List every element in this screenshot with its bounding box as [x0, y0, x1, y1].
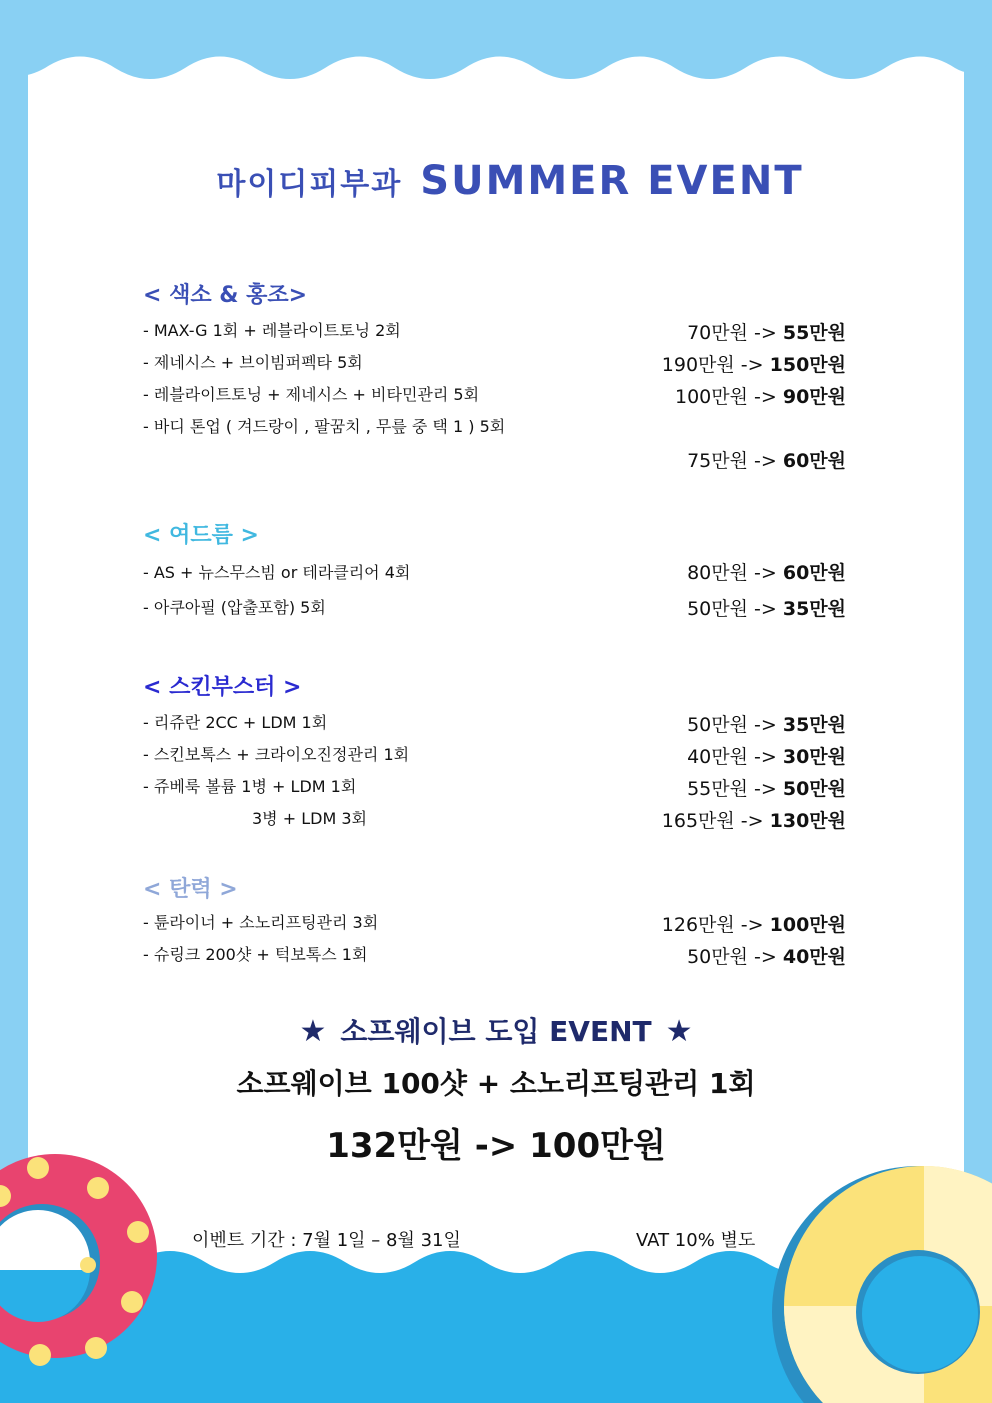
- sale-price: 130만원: [769, 810, 846, 832]
- sale-price: 55만원: [782, 322, 846, 344]
- price-row: [600, 382, 846, 409]
- section-heading-pigment: < 색소 & 홍조>: [143, 283, 308, 308]
- list-item: - 아쿠아필 (압출포함) 5회: [143, 598, 326, 617]
- vat-note: VAT 10% 별도: [636, 1230, 756, 1251]
- section-heading-elasticity: < 탄력 >: [143, 877, 238, 902]
- sale-price: 40만원: [782, 946, 846, 968]
- sale-price: 50만원: [782, 778, 846, 800]
- yellow-float-icon: [772, 1166, 992, 1403]
- price-row: [600, 594, 846, 621]
- star-icon: ★: [665, 1014, 693, 1049]
- sale-price: 30만원: [782, 746, 846, 768]
- top-wave: [0, 0, 992, 79]
- price-row: [600, 318, 846, 345]
- list-item: - 제네시스 + 브이빔퍼펙타 5회: [143, 353, 363, 372]
- title-korean: 마이디피부과: [216, 167, 403, 202]
- price-row: [600, 710, 846, 737]
- section-heading-skinbooster: < 스킨부스터 >: [143, 675, 302, 700]
- original-price: 55만원 ->: [687, 778, 783, 800]
- list-item: - MAX-G 1회 + 레블라이트토닝 2회: [143, 321, 401, 340]
- sale-price: 35만원: [782, 598, 846, 620]
- original-price: 80만원 ->: [687, 562, 783, 584]
- original-price: 50만원 ->: [687, 946, 783, 968]
- original-price: 40만원 ->: [687, 746, 783, 768]
- price-row: [600, 350, 846, 377]
- event-price: 132만원 -> 100만원: [326, 1126, 666, 1166]
- sale-price: 90만원: [782, 386, 846, 408]
- event-offer: 소프웨이브 100샷 + 소노리프팅관리 1회: [236, 1067, 756, 1100]
- event-period: 이벤트 기간 : 7월 1일 – 8월 31일: [192, 1230, 461, 1251]
- list-item: - AS + 뉴스무스빔 or 테라클리어 4회: [143, 563, 411, 582]
- original-price: 50만원 ->: [687, 598, 783, 620]
- event-heading-text: 소프웨이브 도입 EVENT: [340, 1015, 652, 1048]
- sale-price: 100만원: [769, 914, 846, 936]
- price-row: [600, 558, 846, 585]
- list-item: - 슈링크 200샷 + 턱보톡스 1회: [143, 945, 368, 964]
- price-row: [600, 742, 846, 769]
- sale-price: 60만원: [782, 562, 846, 584]
- price-row: [600, 806, 846, 833]
- list-item: - 리쥬란 2CC + LDM 1회: [143, 713, 328, 732]
- list-item: - 레블라이트토닝 + 제네시스 + 비타민관리 5회: [143, 385, 480, 404]
- price-row: [600, 446, 846, 473]
- sale-price: 60만원: [782, 450, 846, 472]
- list-item: 3병 + LDM 3회: [252, 809, 367, 828]
- page-title: [0, 158, 992, 204]
- list-item: - 스킨보톡스 + 크라이오진정관리 1회: [143, 745, 410, 764]
- price-row: [600, 774, 846, 801]
- original-price: 190만원 ->: [661, 354, 770, 376]
- price-row: [600, 910, 846, 937]
- section-heading-acne: < 여드름 >: [143, 523, 259, 548]
- sale-price: 35만원: [782, 714, 846, 736]
- sale-price: 150만원: [769, 354, 846, 376]
- star-icon: ★: [299, 1014, 327, 1049]
- original-price: 50만원 ->: [687, 714, 783, 736]
- list-item: - 튠라이너 + 소노리프팅관리 3회: [143, 913, 379, 932]
- event-heading: [0, 1010, 992, 1050]
- list-item: - 쥬베룩 볼륨 1병 + LDM 1회: [143, 777, 357, 796]
- original-price: 75만원 ->: [687, 450, 783, 472]
- original-price: 126만원 ->: [661, 914, 770, 936]
- list-item: - 바디 톤업 ( 겨드랑이 , 팔꿈치 , 무릎 중 택 1 ) 5회: [143, 417, 506, 436]
- original-price: 70만원 ->: [687, 322, 783, 344]
- price-row: [600, 942, 846, 969]
- original-price: 165만원 ->: [661, 810, 770, 832]
- title-english: SUMMER EVENT: [420, 158, 804, 204]
- original-price: 100만원 ->: [675, 386, 783, 408]
